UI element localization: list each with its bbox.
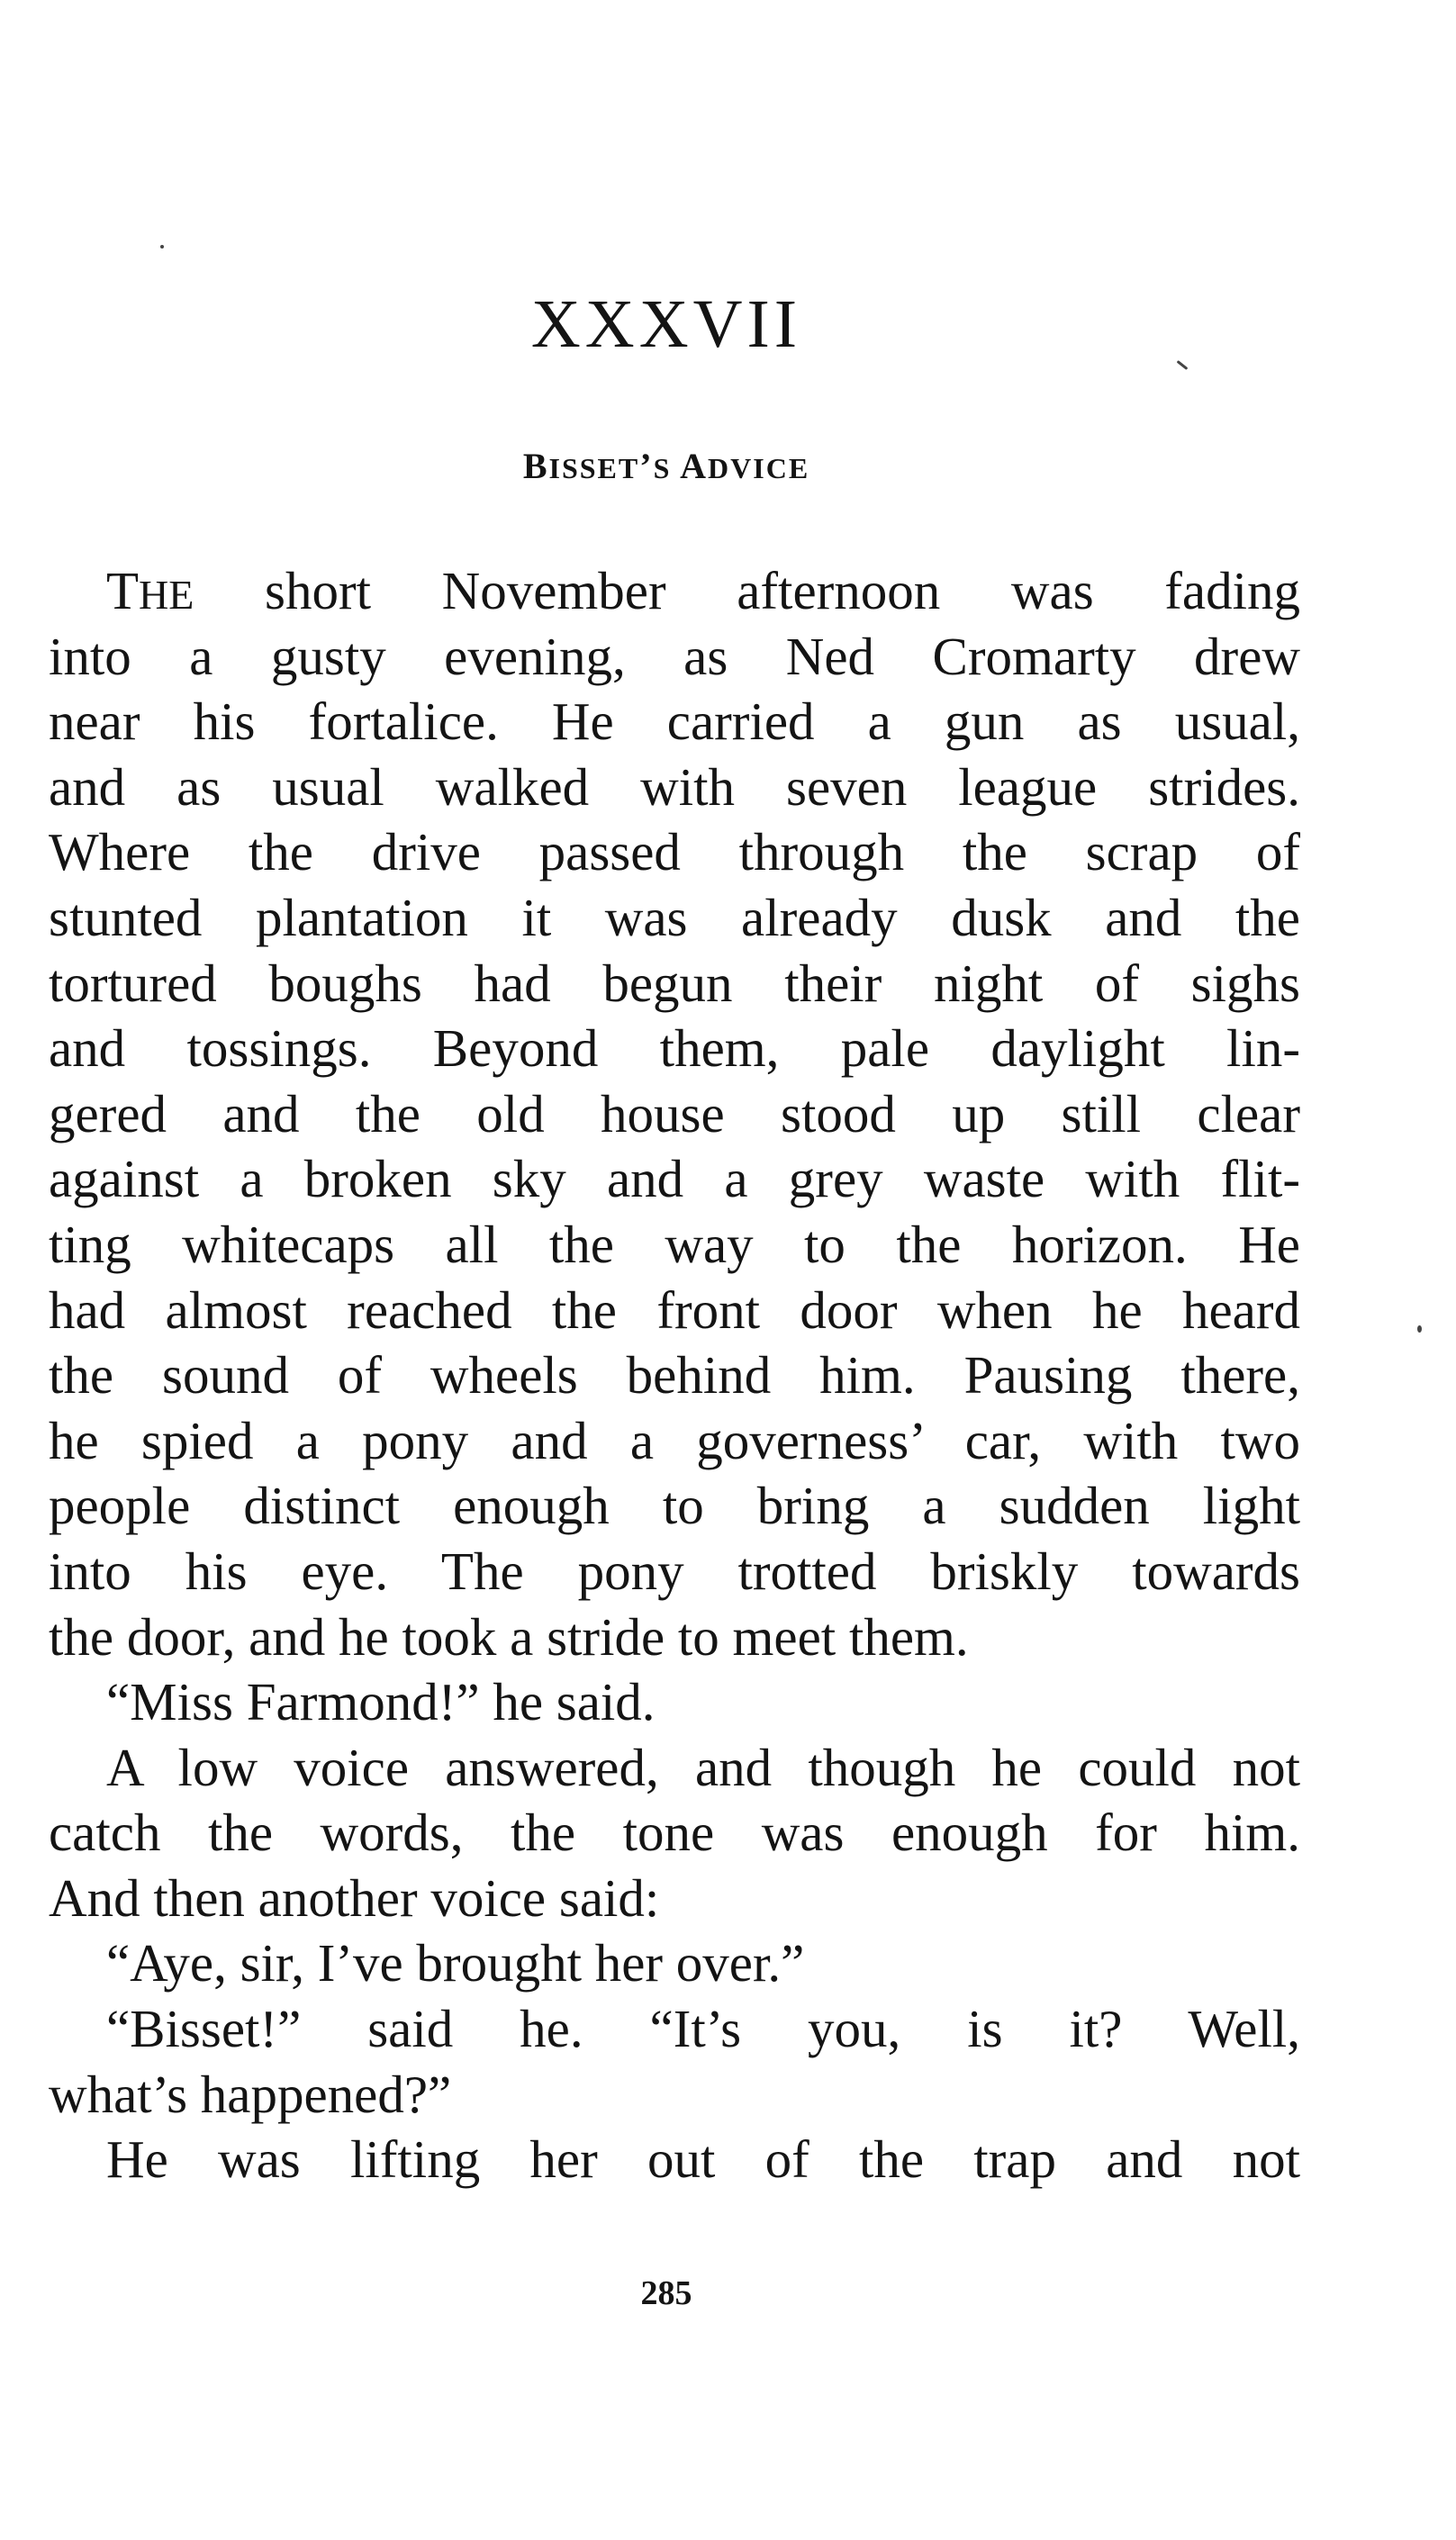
chapter-title-apostrophe: ’ (639, 446, 654, 486)
text-line: against a broken sky and a grey waste with flit- (49, 1149, 1300, 1209)
text-line: he spied a pony and a governess’ car, with two (49, 1410, 1300, 1470)
chapter-title-initial: B (522, 446, 549, 486)
dialogue-line: A low voice answered, and though he could not (106, 1737, 1300, 1797)
chapter-title-word2: DVICE (708, 452, 810, 484)
chapter-title-word2-initial: A (680, 446, 709, 486)
text-line: gered and the old house stood up still clear (49, 1083, 1300, 1143)
text-line: the door, and he took a stride to meet them. (49, 1606, 969, 1667)
text-line: and as usual walked with seven league strides. (49, 756, 1300, 817)
text-line: had almost reached the front door when he heard (49, 1279, 1300, 1340)
margin-speck (1177, 360, 1189, 370)
chapter-title-word1: ISSET (548, 452, 640, 484)
text-line: the sound of wheels behind him. Pausing there, (49, 1345, 1300, 1406)
body-text (49, 558, 1300, 2192)
opening-line (49, 558, 1300, 624)
text-line: people distinct enough to bring a sudden light (49, 1476, 1300, 1536)
margin-speck (1417, 1325, 1422, 1333)
opening-lead-cap: T (106, 561, 140, 620)
dialogue-line: catch the words, the tone was enough for him. (49, 1803, 1300, 1863)
dialogue-line: And then another voice said: (49, 1867, 660, 1928)
text-line: near his fortalice. He carried a gun as usual, (49, 691, 1300, 752)
dialogue-line: “Bisset!” said he. “It’s you, is it? Well, (106, 1999, 1300, 2059)
text-line: into his eye. The pony trotted briskly towards (49, 1541, 1300, 1601)
chapter-title (0, 448, 1333, 484)
dialogue-line: He was lifting her out of the trap and not (106, 2129, 1300, 2190)
opening-lead (106, 561, 194, 620)
dialogue-line: “Aye, sir, I’ve brought her over.” (106, 1933, 805, 1993)
opening-lead-rest: short November afternoon was fading (194, 561, 1300, 620)
dialogue-line: what’s happened?” (49, 2064, 452, 2124)
text-line: ting whitecaps all the way to the horizon. He (49, 1214, 1300, 1274)
chapter-title-s: S (653, 452, 672, 484)
page-number: 285 (640, 2274, 692, 2312)
text-line: and tossings. Beyond them, pale daylight lin- (49, 1018, 1300, 1079)
opening-lead-smallcaps: HE (139, 572, 194, 618)
text-line: tortured boughs had begun their night of sighs (49, 953, 1300, 1013)
dialogue-line: “Miss Farmond!” he said. (106, 1672, 656, 1732)
margin-speck (160, 245, 164, 249)
chapter-number: XXXVII (530, 286, 802, 362)
text-line: stunted plantation it was already dusk and the (49, 887, 1300, 947)
text-line: Where the drive passed through the scrap of (49, 822, 1300, 882)
text-line: into a gusty evening, as Ned Cromarty drew (49, 626, 1300, 686)
